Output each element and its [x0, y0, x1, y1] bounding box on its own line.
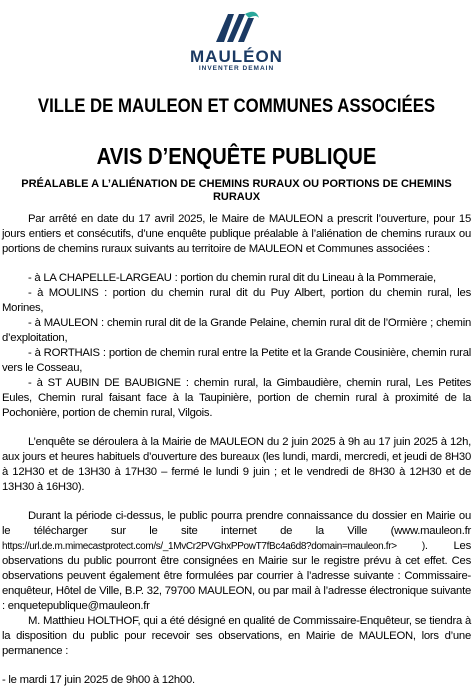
- mauleon-logo: [0, 6, 473, 73]
- intro-paragraph: Par arrêté en date du 17 avril 2025, le Maire de MAULEON a prescrit l’ouverture, pour 15 jours entiers et consécutifs, d’une enquête publique préalable à l’aliénation de chemins ruraux ou portions de chemins ruraux suivants au territoire de MAULEON et Communes associées :: [2, 213, 471, 255]
- consultation-text: Durant la période ci-dessus, le public pourra prendre connaissance du dossier en Mairie ou le télécharger sur le site internet de la Ville (www.mauleon.fr: [2, 510, 471, 537]
- location-item: - à ST AUBIN DE BAUBIGNE : chemin rural, la Gimbaudière, chemin rural, Les Petites Eules, Chemin rural faisant face à la Taupinière, portion de chemin rural à proximité de la Pochonière, portion de chemin rural, Vilgois.: [2, 377, 471, 419]
- logo-name: MAULÉON: [190, 47, 283, 66]
- notice-title: AVIS D’ENQUÊTE PUBLIQUE: [96, 143, 377, 169]
- commissioner-paragraph: M. Matthieu HOLTHOF, qui a été désigné en qualité de Commissaire-Enquêteur, se tiendra à la disposition du public pour recevoir ses observations, en Mairie de MAULEON, lors d’une permanence :: [2, 615, 471, 657]
- logo-tagline: INVENTER DEMAIN: [198, 65, 275, 72]
- notice-subtitle: PRÉALABLE A L’ALIÉNATION DE CHEMINS RURAUX OU PORTIONS DE CHEMINS RURAUX: [21, 178, 452, 203]
- location-item: - à RORTHAIS : portion de chemin rural entre la Petite et la Grande Cousinière, chemin rural vers le Cosseau,: [2, 347, 471, 374]
- notice-body: [2, 212, 471, 688]
- location-item: - à MOULINS : portion du chemin rural dit du Puy Albert, portion du chemin rural, les Morines,: [2, 287, 471, 314]
- mauleon-logo-mark-icon: [212, 6, 262, 46]
- municipality-heading: VILLE DE MAULEON ET COMMUNES ASSOCIÉES: [37, 95, 436, 117]
- location-item: - à LA CHAPELLE-LARGEAU : portion du chemin rural dit du Lineau à la Pommeraie,: [28, 272, 436, 284]
- download-link[interactable]: https://url.de.m.mimecastprotect.com/s/_1MvCr2PVGhxPPowT7fBc4a6d8?domain=mauleon.fr> ): [2, 541, 425, 552]
- location-item: - à MAULEON : chemin rural dit de la Grande Pelaine, chemin rural dit de l’Ormière ; chemin d’exploitation,: [2, 317, 471, 344]
- consultation-paragraph: [2, 509, 471, 614]
- observations-text: . Les observations du public pourront être consignées en Mairie sur le registre prévu à cet effet. Ces observations peuvent également être formulées par courrier à l’adresse suivante : Commissaire-enquêteur, Hôtel de Ville, B.P. 32, 79700 MAULEON, ou par mail à l’adresse électronique suivante : enquetepublique@mauleon.fr: [2, 540, 471, 612]
- schedule-paragraph: L’enquête se déroulera à la Mairie de MAULEON du 2 juin 2025 à 9h au 17 juin 2025 à 12h, aux jours et heures habituels d’ouverture des bureaux (les lundi, mardi, mercredi, et jeudi de 8H30 à 12H30 et de 13H30 à 17H30 – fermé le lundi 9 juin ; et le vendredi de 8H30 à 12H30 et de 13H30 à 16H30).: [2, 436, 471, 493]
- permanence-date: - le mardi 17 juin 2025 de 9h00 à 12h00.: [2, 674, 195, 686]
